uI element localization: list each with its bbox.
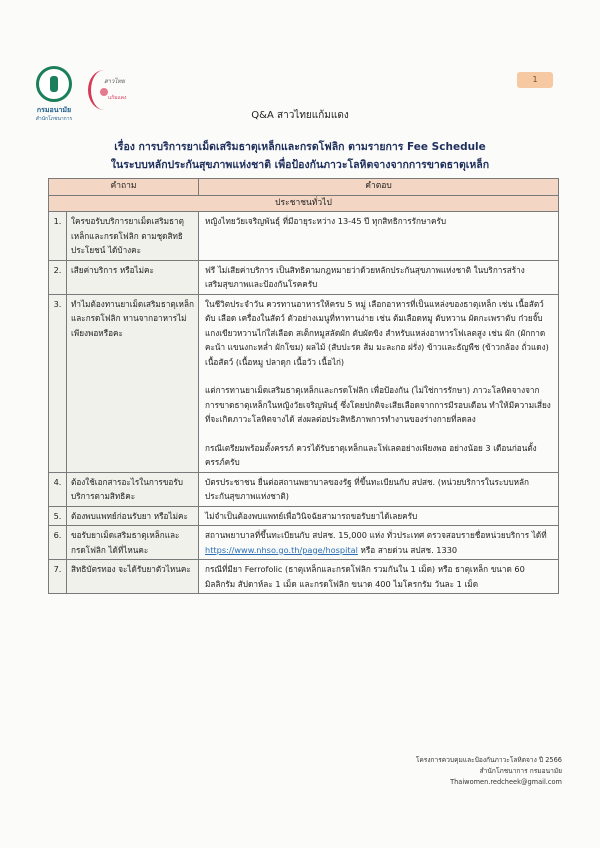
doc-title: Q&A สาวไทยแก้มแดง	[251, 110, 349, 121]
question-cell: ต้องใช้เอกสารอะไรในการขอรับบริการตามสิทธิคะ	[67, 472, 199, 506]
answer-cell	[199, 506, 559, 526]
answer-text-tail: หรือ สายด่วน สปสช. 1330	[360, 544, 458, 555]
question-cell: สิทธิบัตรทอง จะได้รับยาตัวไหนคะ	[67, 560, 199, 594]
emblem-icon	[36, 66, 72, 102]
row-number: 5.	[49, 506, 67, 526]
answer-text: ในชีวิตประจำวัน ควรทานอาหารให้ครบ 5 หมู่ เลือกอาหารที่เป็นแหล่งของธาตุเหล็ก เช่น เนื้อสัตว์ ตับ เลือด เครื่องในสัตว์ ตัวอย่างเมนูที่หาทานง่าย เช่น ต้มเลือดหมู ตับหวาน ผัดกะเพราตับ ก๋วยจั๊บ แกงเขียวหวานไก่ใส่เลือด สเต็กหมูสลัดผัก ตับผัดขิง สำหรับแหล่งอาหารโฟเลตสูง เช่น ผัก (ผักกาด คะน้า แขนงกะหล่ำ ผักโขม) ผลไม้ (สับปะรด ส้ม มะละกอ ฝรั่ง) ข้าวและธัญพืช (ข้าวกล้อง ถั่วแดง) เนื้อสัตว์ (เนื้อหมู ปลาดุก เนื้อวัว เนื้อไก่)	[205, 298, 549, 367]
dept-logo-subtext: สำนักโภชนาการ	[35, 116, 73, 122]
table-row	[49, 260, 559, 294]
hospital-list-link[interactable]: https://www.nhso.go.th/page/hospital	[205, 544, 358, 555]
question-cell: เสียค่าบริการ หรือไม่คะ	[67, 260, 199, 294]
question-cell: ใครขอรับบริการยาเม็ดเสริมธาตุเหล็กและกรดโฟลิก ตามชุดสิทธิประโยชน์ ได้บ้างคะ	[67, 212, 199, 261]
answer-text: ฟรี ไม่เสียค่าบริการ เป็นสิทธิตามกฎหมายว่าด้วยหลักประกันสุขภาพแห่งชาติ ในบริการสร้างเสริมสุขภาพและป้องกันโรคครับ	[205, 264, 525, 289]
qa-table	[48, 178, 559, 594]
table-row	[49, 472, 559, 506]
question-cell: ทำไมต้องทานยาเม็ดเสริมธาตุเหล็กและกรดโฟลิก ทานจากอาหารไม่เพียงพอหรือคะ	[67, 294, 199, 472]
column-header-question: คำถาม	[49, 179, 199, 196]
table-row	[49, 526, 559, 560]
answer-text: หญิงไทยวัยเจริญพันธุ์ ที่มีอายุระหว่าง 13-45 ปี ทุกสิทธิการรักษาครับ	[205, 216, 447, 226]
footer-email: Thaiwomen.redcheek@gmail.com	[450, 778, 562, 786]
footer-project: โครงการควบคุมและป้องกันภาวะโลหิตจาง ปี 2566	[415, 756, 562, 764]
answer-text-lead: สถานพยาบาลที่ขึ้นทะเบียนกับ สปสช. 15,000 แห่ง ทั่วประเทศ ตรวจสอบรายชื่อหน่วยบริการ ได้ที่	[205, 530, 547, 540]
column-header-answer: คำตอบ	[199, 179, 559, 196]
cheek-dot-icon	[100, 88, 108, 96]
answer-text: กรณีที่มียา Ferrofolic (ธาตุเหล็กและกรดโฟลิก รวมกันใน 1 เม็ด) หรือ ธาตุเหล็ก ขนาด 60 มิลลิกรัม สัปดาห์ละ 1 เม็ด และกรดโฟลิก ขนาด 400 ไมโครกรัม วันละ 1 เม็ด	[205, 564, 525, 589]
section-label: ประชาชนทั่วไป	[49, 196, 559, 212]
table-header-row	[49, 179, 559, 196]
section-row	[49, 196, 559, 212]
table-row	[49, 212, 559, 261]
row-number: 4.	[49, 472, 67, 506]
answer-text: บัตรประชาชน ยื่นต่อสถานพยาบาลของรัฐ ที่ขึ้นทะเบียนกับ สปสช. (หน่วยบริการในระบบหลักประกันสุขภาพแห่งชาติ)	[205, 476, 530, 501]
table-row	[49, 560, 559, 594]
doc-subject-line2: ในระบบหลักประกันสุขภาพแห่งชาติ เพื่อป้องกันภาวะโลหิตจางจากการขาดธาตุเหล็ก	[110, 159, 490, 171]
answer-text: ไม่จำเป็นต้องพบแพทย์เพื่อวินิจฉัยสามารถขอรับยาได้เลยครับ	[205, 510, 418, 521]
answer-text	[205, 528, 552, 557]
answer-cell	[199, 260, 559, 294]
answer-cell	[199, 472, 559, 506]
answer-text: กรณีเตรียมพร้อมตั้งครรภ์ ควรได้รับธาตุเหล็กและโฟเลตอย่างเพียงพอ อย่างน้อย 3 เดือนก่อนตั้งครรภ์ครับ	[205, 442, 537, 467]
question-cell: ขอรับยาเม็ดเสริมธาตุเหล็กและกรดโฟลิก ได้ที่ไหนคะ	[67, 526, 199, 560]
row-number: 6.	[49, 526, 67, 560]
row-number: 1.	[49, 212, 67, 261]
doc-subject-line1: เรื่อง การบริการยาเม็ดเสริมธาตุเหล็กและกรดโฟลิก ตามรายการ Fee Schedule	[114, 141, 486, 153]
page-number-badge: 1	[517, 72, 553, 88]
footer-office: สำนักโภชนาการ กรมอนามัย	[479, 767, 562, 775]
table-row	[49, 294, 559, 472]
answer-cell	[199, 212, 559, 261]
answer-text: แต่การทานยาเม็ดเสริมธาตุเหล็กและกรดโฟลิก เพื่อป้องกัน (ไม่ใช่การรักษา) ภาวะโลหิตจางจากการขาดธาตุเหล็กในหญิงวัยเจริญพันธุ์ ซึ่งโดยปกติจะเสียเลือดจากการมีรอบเดือน ทำให้มีความเสี่ยงที่จะเกิดภาวะโลหิตจางได้ ส่งผลต่อประสิทธิภาพการทำงานของร่างกายที่ลดลง	[205, 385, 551, 424]
answer-cell	[199, 560, 559, 594]
row-number: 2.	[49, 260, 67, 294]
question-cell: ต้องพบแพทย์ก่อนรับยา หรือไม่คะ	[67, 506, 199, 526]
cheek-logo-subtext: แก้มแดง	[108, 95, 127, 101]
row-number: 3.	[49, 294, 67, 472]
answer-cell	[199, 294, 559, 472]
answer-cell	[199, 526, 559, 560]
row-number: 7.	[49, 560, 67, 594]
cheek-logo-text: สาวไทย	[104, 78, 125, 85]
dept-logo-text: กรมอนามัย	[36, 106, 72, 114]
table-row	[49, 506, 559, 526]
